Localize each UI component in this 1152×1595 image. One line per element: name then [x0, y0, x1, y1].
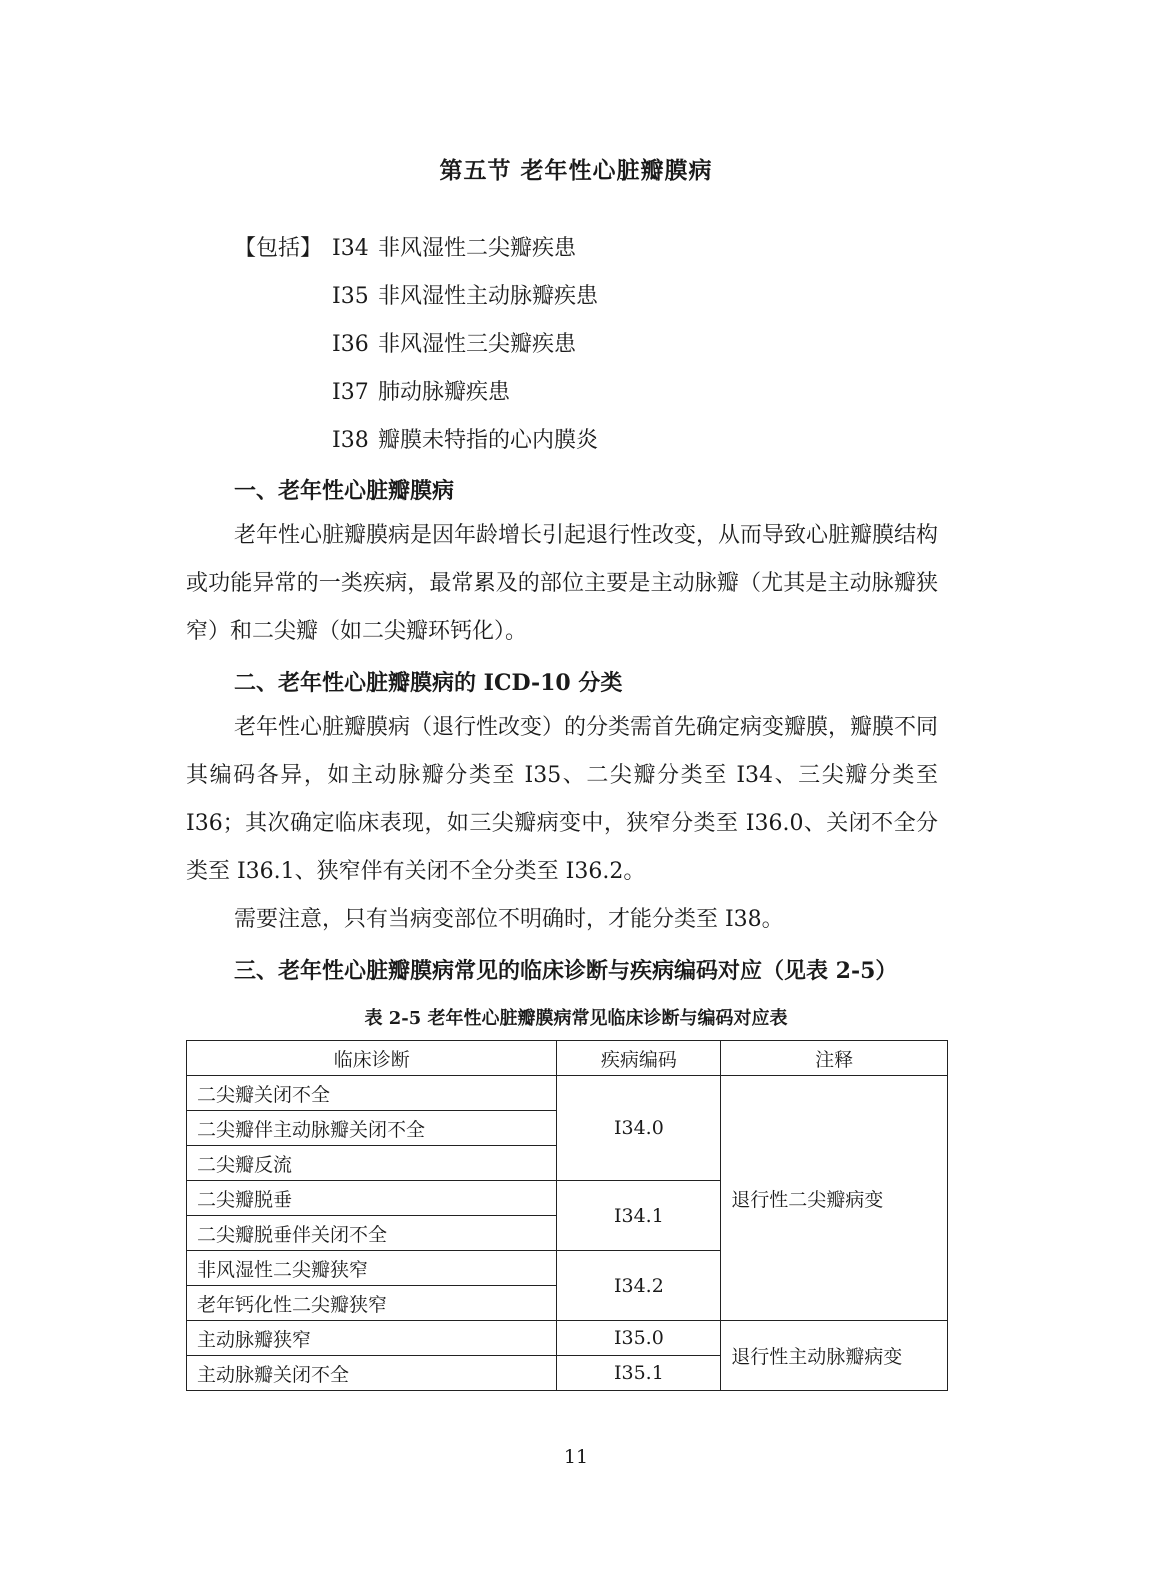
paragraph-2: 老年性心脏瓣膜病（退行性改变）的分类需首先确定病变瓣膜，瓣膜不同其编码各异，如主动脉瓣分类至 I35、二尖瓣分类至 I34、三尖瓣分类至 I36；其次确定临床表现，如三尖瓣病变中，狭窄分类至 I36.0、关闭不全分类至 I36.1、狭窄伴有关闭不全分类至 I36.2。 [186, 715, 939, 884]
code-cell: I34.2 [557, 1251, 721, 1321]
includes-prefix: 【包括】 [234, 236, 323, 261]
diagnosis-cell: 二尖瓣关闭不全 [187, 1076, 557, 1111]
diagnosis-cell: 二尖瓣反流 [187, 1146, 557, 1181]
heading-1: 一、老年性心脏瓣膜病 [234, 478, 455, 504]
includes-name: 肺动脉瓣疾患 [378, 380, 511, 405]
paragraph-3: 需要注意，只有当病变部位不明确时，才能分类至 I38。 [234, 907, 784, 932]
heading-3: 三、老年性心脏瓣膜病常见的临床诊断与疾病编码对应（见表 2-5） [234, 958, 898, 984]
note-cell: 退行性主动脉瓣病变 [721, 1321, 948, 1391]
code-cell: I35.1 [557, 1356, 721, 1391]
includes-code: I35 [332, 284, 369, 309]
includes-item [234, 372, 598, 420]
code-cell: I35.0 [557, 1321, 721, 1356]
diagnosis-cell: 二尖瓣脱垂 [187, 1181, 557, 1216]
includes-name: 瓣膜未特指的心内膜炎 [378, 428, 599, 453]
table-row [187, 1076, 948, 1111]
table-title: 表 2-5 老年性心脏瓣膜病常见临床诊断与编码对应表 [364, 1008, 788, 1029]
diagnosis-cell: 主动脉瓣关闭不全 [187, 1356, 557, 1391]
includes-code: I38 [332, 428, 369, 453]
includes-name: 非风湿性二尖瓣疾患 [378, 236, 577, 261]
table-row [187, 1321, 948, 1356]
heading-2: 二、老年性心脏瓣膜病的 ICD-10 分类 [234, 670, 623, 696]
includes-item [234, 324, 598, 372]
paragraph-1: 老年性心脏瓣膜病是因年龄增长引起退行性改变，从而导致心脏瓣膜结构或功能异常的一类疾病，最常累及的部位主要是主动脉瓣（尤其是主动脉瓣狭窄）和二尖瓣（如二尖瓣环钙化）。 [186, 523, 939, 644]
includes-name: 非风湿性三尖瓣疾患 [378, 332, 577, 357]
includes-name: 非风湿性主动脉瓣疾患 [378, 284, 599, 309]
code-cell: I34.1 [557, 1181, 721, 1251]
diagnosis-cell: 非风湿性二尖瓣狭窄 [187, 1251, 557, 1286]
diagnosis-cell: 二尖瓣伴主动脉瓣关闭不全 [187, 1111, 557, 1146]
includes-item [234, 228, 598, 276]
diagnosis-cell: 主动脉瓣狭窄 [187, 1321, 557, 1356]
diagnosis-code-table [186, 1040, 948, 1391]
header-diagnosis: 临床诊断 [187, 1041, 557, 1076]
includes-code: I34 [332, 236, 369, 261]
includes-code: I37 [332, 380, 369, 405]
includes-code: I36 [332, 332, 369, 357]
includes-item [234, 276, 598, 324]
page-number: 11 [563, 1446, 589, 1468]
section-title: 第五节 老年性心脏瓣膜病 [439, 157, 713, 184]
header-code: 疾病编码 [557, 1041, 721, 1076]
note-cell: 退行性二尖瓣病变 [721, 1076, 948, 1321]
includes-item [234, 420, 598, 468]
table-header-row [187, 1041, 948, 1076]
diagnosis-cell: 二尖瓣脱垂伴关闭不全 [187, 1216, 557, 1251]
diagnosis-cell: 老年钙化性二尖瓣狭窄 [187, 1286, 557, 1321]
code-cell: I34.0 [557, 1076, 721, 1181]
header-note: 注释 [721, 1041, 948, 1076]
includes-list [234, 228, 598, 468]
